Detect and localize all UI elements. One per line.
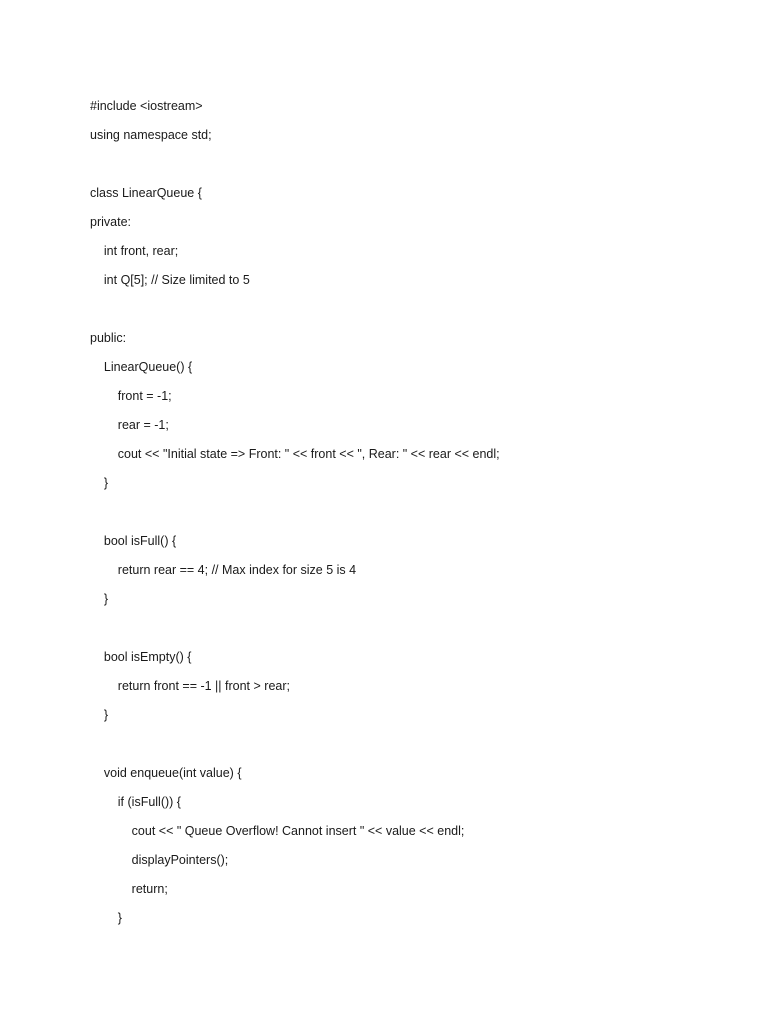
code-line: int Q[5]; // Size limited to 5 — [90, 273, 250, 287]
code-line: LinearQueue() { — [90, 360, 193, 374]
code-line: } — [90, 911, 122, 925]
code-line: bool isFull() { — [90, 534, 177, 548]
code-line: bool isEmpty() { — [90, 650, 192, 664]
code-line: void enqueue(int value) { — [90, 766, 242, 780]
code-line: cout << " Queue Overflow! Cannot insert " << value << endl; — [90, 824, 465, 838]
code-line: class LinearQueue { — [90, 186, 202, 200]
code-line: rear = -1; — [90, 418, 169, 432]
code-listing — [90, 92, 690, 933]
code-line: using namespace std; — [90, 128, 212, 142]
code-line: displayPointers(); — [90, 853, 229, 867]
code-line: front = -1; — [90, 389, 172, 403]
code-line: public: — [90, 331, 127, 345]
code-line: cout << "Initial state => Front: " << front << ", Rear: " << rear << endl; — [90, 447, 500, 461]
code-line: } — [90, 708, 109, 722]
code-line — [90, 730, 690, 759]
code-line: return; — [90, 882, 168, 896]
code-line: int front, rear; — [90, 244, 179, 258]
code-line — [90, 150, 690, 179]
code-line: return front == -1 || front > rear; — [90, 679, 290, 693]
code-line: } — [90, 592, 109, 606]
code-line: #include <iostream> — [90, 99, 203, 113]
code-line: private: — [90, 215, 131, 229]
code-line — [90, 498, 690, 527]
code-line: if (isFull()) { — [90, 795, 181, 809]
code-line — [90, 614, 690, 643]
code-line: return rear == 4; // Max index for size 5 is 4 — [90, 563, 357, 577]
code-line — [90, 295, 690, 324]
code-line: } — [90, 476, 109, 490]
